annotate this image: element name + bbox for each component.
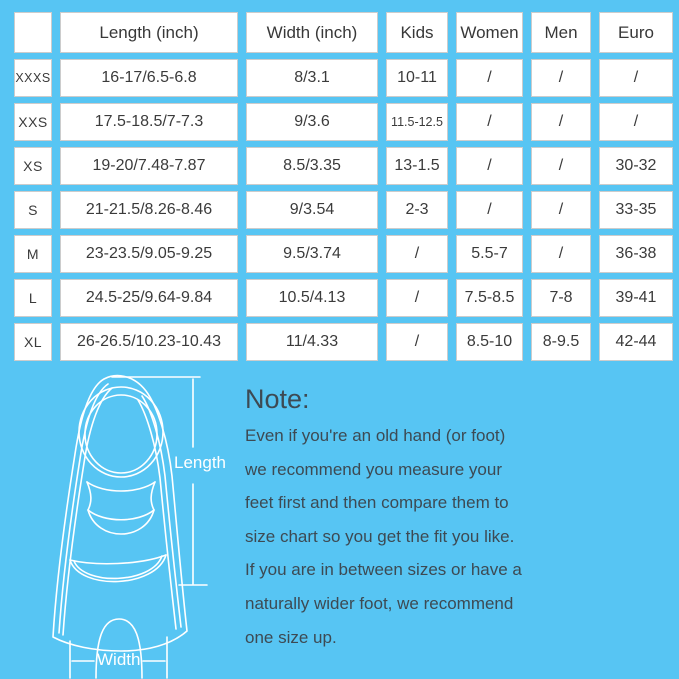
- cell-s-men: /: [531, 191, 591, 229]
- col-header-width: Width (inch): [246, 12, 378, 53]
- cell-m-width: 9.5/3.74: [246, 235, 378, 273]
- cell-xl-women: 8.5-10: [456, 323, 523, 361]
- note-body: [245, 419, 665, 654]
- cell-xxs-kids: 11.5-12.5: [386, 103, 448, 141]
- note-line: Even if you're an old hand (or foot): [245, 426, 506, 445]
- note-line: naturally wider foot, we recommend: [245, 593, 514, 613]
- crescent-upper: [88, 510, 154, 520]
- row-label-xs: XS: [14, 147, 52, 185]
- cell-xs-euro: 30-32: [599, 147, 673, 185]
- col-header-blank: [14, 12, 52, 53]
- size-table: [14, 12, 673, 361]
- cell-m-men: /: [531, 235, 591, 273]
- cell-xs-women: /: [456, 147, 523, 185]
- cell-m-kids: /: [386, 235, 448, 273]
- cell-s-euro: 33-35: [599, 191, 673, 229]
- cell-xxs-euro: /: [599, 103, 673, 141]
- cell-l-width: 10.5/4.13: [246, 279, 378, 317]
- cell-xxs-men: /: [531, 103, 591, 141]
- note-line: size chart so you get the fit you like.: [245, 526, 515, 546]
- cell-xs-length: 19-20/7.48-7.87: [60, 147, 238, 185]
- width-dimension-label: Width: [97, 650, 141, 669]
- cell-xs-kids: 13-1.5: [386, 147, 448, 185]
- note-section: [245, 383, 665, 654]
- crescent-lower: [88, 510, 154, 534]
- cell-xs-width: 8.5/3.35: [246, 147, 378, 185]
- fin-diagram: [0, 370, 240, 679]
- cell-s-kids: 2-3: [386, 191, 448, 229]
- cell-xxxs-width: 8/3.1: [246, 59, 378, 97]
- col-header-length: Length (inch): [60, 12, 238, 53]
- cell-xl-kids: /: [386, 323, 448, 361]
- cell-xxxs-length: 16-17/6.5-6.8: [60, 59, 238, 97]
- cell-xxxs-kids: 10-11: [386, 59, 448, 97]
- cell-xxxs-men: /: [531, 59, 591, 97]
- cell-l-kids: /: [386, 279, 448, 317]
- cell-s-women: /: [456, 191, 523, 229]
- note-line: one size up.: [245, 627, 337, 647]
- strap-left-curve: [87, 482, 91, 510]
- cell-xxxs-women: /: [456, 59, 523, 97]
- cell-xxxs-euro: /: [599, 59, 673, 97]
- row-label-l: L: [14, 279, 52, 317]
- foot-opening-inner: [85, 395, 157, 473]
- note-heading: Note:: [245, 384, 310, 414]
- cell-xl-width: 11/4.33: [246, 323, 378, 361]
- cell-xxs-width: 9/3.6: [246, 103, 378, 141]
- strap-right-curve: [151, 482, 155, 510]
- length-dimension-label: Length: [174, 453, 226, 472]
- cell-xs-men: /: [531, 147, 591, 185]
- row-label-xl: XL: [14, 323, 52, 361]
- note-line: we recommend you measure your: [245, 459, 503, 479]
- cell-xxs-women: /: [456, 103, 523, 141]
- col-header-euro: Euro: [599, 12, 673, 53]
- cell-s-width: 9/3.54: [246, 191, 378, 229]
- bowl-chord: [70, 555, 166, 564]
- cell-m-euro: 36-38: [599, 235, 673, 273]
- cell-l-euro: 39-41: [599, 279, 673, 317]
- note-line: If you are in between sizes or have a: [245, 560, 522, 580]
- col-header-women: Women: [456, 12, 523, 53]
- strap-top-curve: [87, 482, 155, 491]
- cell-l-length: 24.5-25/9.64-9.84: [60, 279, 238, 317]
- col-header-kids: Kids: [386, 12, 448, 53]
- row-label-xxxs: XXXS: [14, 59, 52, 97]
- cell-xl-men: 8-9.5: [531, 323, 591, 361]
- cell-s-length: 21-21.5/8.26-8.46: [60, 191, 238, 229]
- cell-l-men: 7-8: [531, 279, 591, 317]
- row-label-s: S: [14, 191, 52, 229]
- fin-outline: [53, 376, 187, 651]
- cell-m-women: 5.5-7: [456, 235, 523, 273]
- cell-xl-euro: 42-44: [599, 323, 673, 361]
- cell-xxs-length: 17.5-18.5/7-7.3: [60, 103, 238, 141]
- note-line: feet first and then compare them to: [245, 493, 509, 513]
- cell-m-length: 23-23.5/9.05-9.25: [60, 235, 238, 273]
- row-label-xxs: XXS: [14, 103, 52, 141]
- cell-l-women: 7.5-8.5: [456, 279, 523, 317]
- cell-xl-length: 26-26.5/10.23-10.43: [60, 323, 238, 361]
- col-header-men: Men: [531, 12, 591, 53]
- row-label-m: M: [14, 235, 52, 273]
